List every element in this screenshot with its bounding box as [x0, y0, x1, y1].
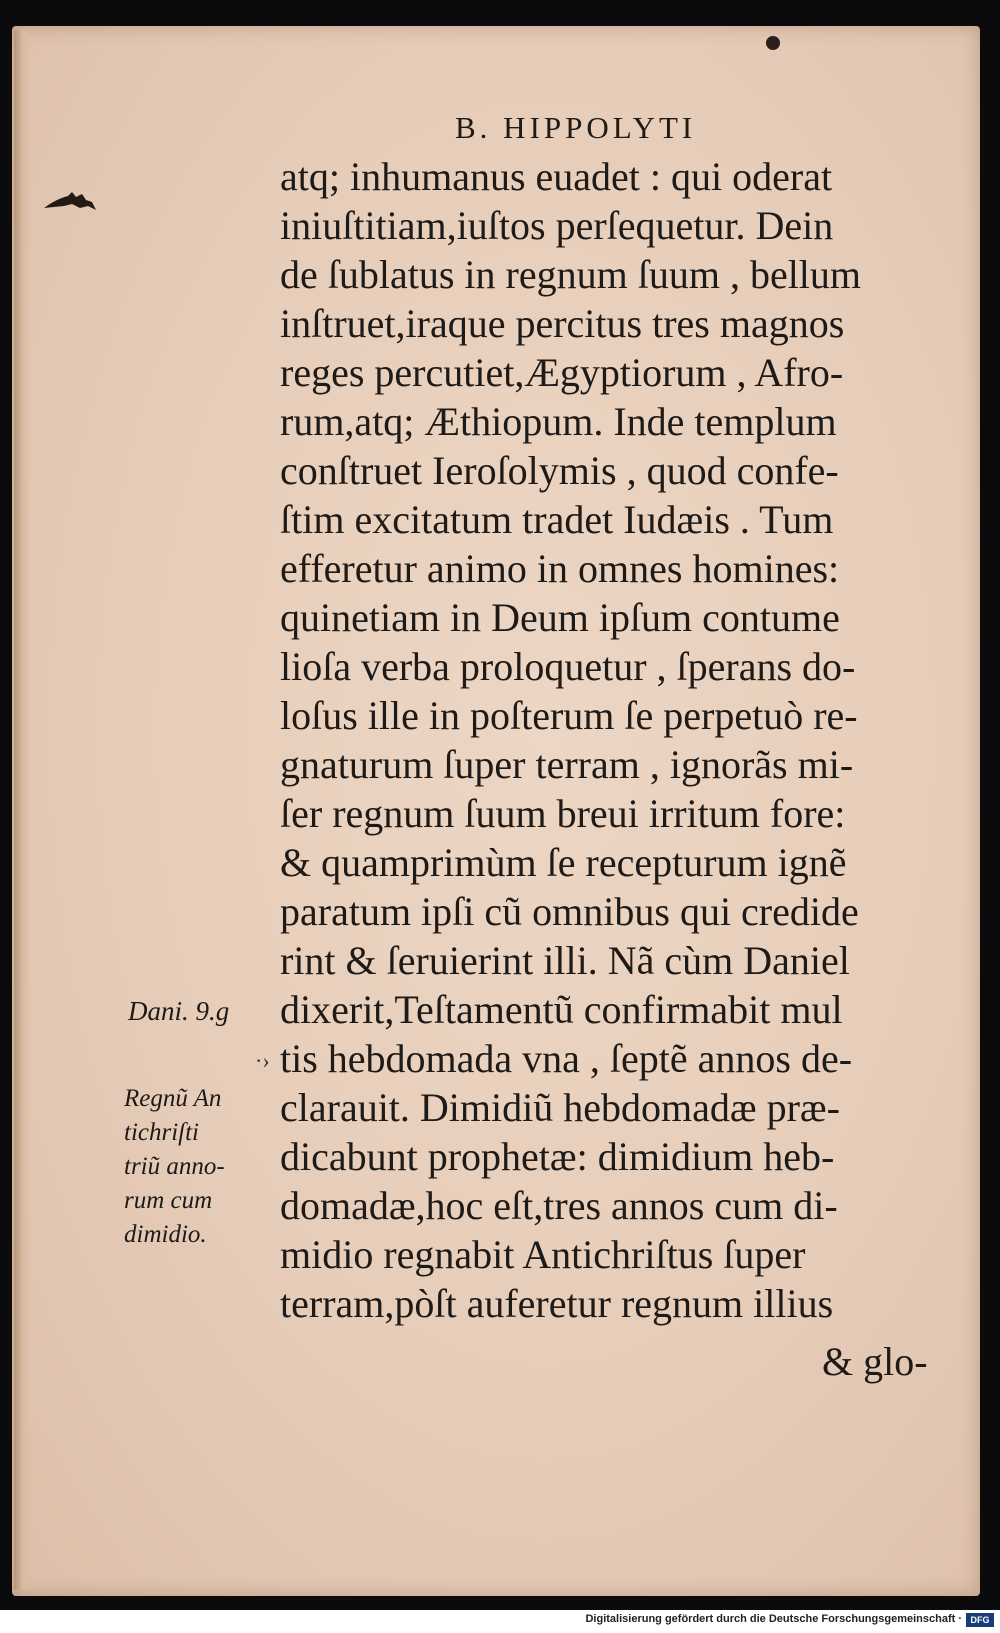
text-line: inſtruet,iraque percitus tres magnos [280, 301, 845, 346]
text-line: paratum ipſi cũ omnibus qui credide [280, 889, 859, 934]
text-line: clarauit. Dimidiũ hebdomadæ præ- [280, 1085, 840, 1130]
text-line: rum,atq; Æthiopum. Inde templum [280, 399, 837, 444]
text-line: reges percutiet,Ægyptiorum , Afro- [280, 350, 844, 395]
margin-note-line: rum cum [124, 1187, 213, 1214]
marginal-pen-mark-icon [42, 188, 98, 214]
text-line: iniuſtitiam,iuſtos perſequetur. Dein [280, 203, 834, 248]
text-line: quinetiam in Deum ipſum contume [280, 595, 840, 640]
running-header: B. HIPPOLYTI [455, 110, 697, 145]
text-line: rint & ſeruierint illi. Nã cùm Daniel [280, 938, 850, 983]
text-line: & quamprimùm ſe recepturum ignẽ [280, 840, 847, 885]
text-line: loſus ille in poſterum ſe perpetuò re- [280, 693, 858, 738]
funding-credit: Digitalisierung gefördert durch die Deutsche Forschungsgemeinschaft · [585, 1613, 962, 1625]
text-line: terram,pòſt auferetur regnum illius [280, 1281, 834, 1326]
page-gutter-shadow [14, 30, 30, 1590]
dfg-logo: DFG [966, 1613, 994, 1627]
text-line: lioſa verba proloquetur , ſperans do- [280, 644, 856, 689]
text-line: ſtim excitatum tradet Iudæis . Tum [280, 497, 834, 542]
margin-note [124, 1082, 225, 1252]
margin-reference: Dani. 9.g [128, 996, 230, 1026]
text-line: de ſublatus in regnum ſuum , bellum [280, 252, 862, 297]
text-line: dixerit,Teſtamentũ confirmabit mul [280, 987, 843, 1032]
text-line: gnaturum ſuper terram , ignorãs mi- [280, 742, 854, 787]
margin-note-line: Regnũ An [124, 1085, 222, 1112]
text-line: conſtruet Ieroſolymis , quod confe- [280, 448, 839, 493]
catchword: & glo- [822, 1339, 928, 1384]
text-line: domadæ,hoc eſt,tres annos cum di- [280, 1183, 838, 1228]
text-line: midio regnabit Antichriſtus ſuper [280, 1232, 806, 1277]
text-line: tis hebdomada vna , ſeptẽ annos de- [280, 1036, 853, 1081]
margin-note-line: dimidio. [124, 1221, 207, 1248]
ink-blot-icon [766, 36, 780, 50]
text-line: ſer regnum ſuum breui irritum fore: [280, 791, 846, 836]
margin-note-line: triũ anno- [124, 1153, 225, 1180]
margin-pointer-mark: ·› [255, 1048, 270, 1073]
text-line: atq; inhumanus euadet : qui oderat [280, 154, 833, 199]
text-line: efferetur animo in omnes homines: [280, 546, 840, 591]
body-text-block [280, 152, 950, 1328]
margin-note-line: tichriſti [124, 1119, 199, 1146]
text-line: dicabunt prophetæ: dimidium heb- [280, 1134, 835, 1179]
